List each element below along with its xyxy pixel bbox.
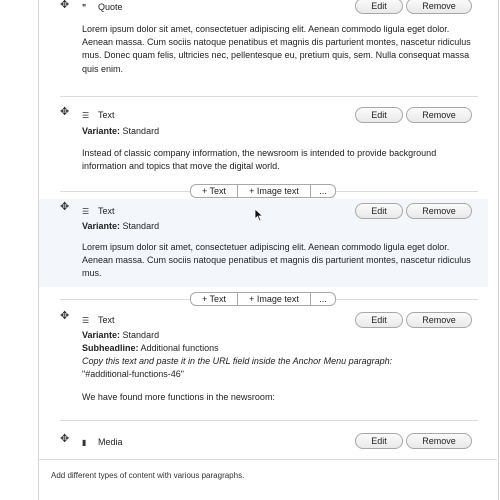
drag-handle-icon[interactable]: ✥ [60, 0, 70, 11]
paragraph-separator [60, 420, 478, 421]
text-icon: ☰ [82, 111, 90, 120]
text-icon: ☰ [82, 207, 90, 216]
variant-value: Standard [122, 221, 160, 231]
paragraph-body: Lorem ipsum dolor sit amet, consectetuer adipiscing elit. Aenean commodo ligula eget dolor. Aenean massa. Cum sociis natoque penatibus et magnis dis parturient montes, nascetur ridiculus mus. [82, 242, 471, 279]
paragraph-type-label: Quote [98, 2, 123, 12]
paragraph-body: Instead of classic company information, the newsroom is intended to provide background information and topics that move the digital world. [82, 148, 437, 172]
variant-value: Standard [122, 330, 160, 340]
paragraph-body: We have found more functions in the newsroom: [82, 392, 275, 402]
variant-line [82, 221, 159, 231]
mouse-cursor-icon [254, 208, 264, 222]
quote-icon: ❞ [82, 3, 87, 12]
drag-handle-icon[interactable]: ✥ [60, 433, 70, 445]
top-remove-clip [406, 0, 474, 14]
top-edit-clip [355, 0, 405, 14]
add-text-button[interactable]: + Text [191, 185, 238, 197]
paragraph-type-label: Text [98, 110, 115, 120]
variant-label: Variante: [82, 221, 121, 231]
variant-line [82, 126, 159, 136]
paragraph-type-label: Text [98, 206, 115, 216]
edit-button[interactable]: Edit [355, 107, 403, 123]
paragraph-type [82, 110, 115, 120]
add-more-button[interactable]: ... [319, 186, 327, 196]
paragraph-type [82, 437, 123, 447]
remove-button[interactable]: Remove [406, 203, 472, 219]
paragraph-separator [60, 96, 478, 97]
variant-label: Variante: [82, 126, 121, 136]
remove-button[interactable]: Remove [406, 312, 472, 328]
quote-remove-button[interactable]: Remove [406, 0, 472, 14]
paragraph-type [82, 206, 115, 216]
variant-value: Standard [122, 126, 160, 136]
drag-handle-icon[interactable]: ✥ [60, 106, 70, 118]
edit-button[interactable]: Edit [355, 312, 403, 328]
paragraph-type [82, 2, 123, 12]
paragraph-type-label: Text [98, 315, 115, 325]
remove-button[interactable]: Remove [406, 107, 472, 123]
quote-edit-button[interactable]: Edit [355, 0, 403, 14]
edit-button[interactable]: Edit [355, 203, 403, 219]
add-more-button[interactable]: ... [319, 294, 327, 304]
add-paragraph-bar [190, 292, 336, 306]
paragraph-body: Lorem ipsum dolor sit amet, consectetuer adipiscing elit. Aenean commodo ligula eget dolor. Aenean massa. Cum sociis natoque penatibus et magnis dis parturient montes, nascetur ridiculus mus. Donec quam felis, ultricies nec, pellentesque eu, pretium quis, sem. Nulla consequat massa quis enim. [82, 24, 471, 74]
paragraph-type-label: Media [98, 437, 123, 447]
add-text-button[interactable]: + Text [191, 293, 238, 305]
drag-handle-icon[interactable]: ✥ [60, 310, 70, 322]
variant-label: Variante: [82, 330, 121, 340]
media-icon: ▮ [82, 438, 87, 447]
variant-line [82, 330, 159, 340]
subheadline-line [82, 343, 219, 353]
paragraph-type [82, 315, 115, 325]
add-image-text-button[interactable]: + Image text [238, 185, 311, 197]
edit-button[interactable]: Edit [355, 433, 403, 449]
anchor-note: Copy this text and paste it in the URL field inside the Anchor Menu paragraph: [82, 356, 393, 366]
remove-button[interactable]: Remove [406, 433, 472, 449]
add-image-text-button[interactable]: + Image text [238, 293, 311, 305]
subheadline-label: Subheadline: [82, 343, 139, 353]
add-paragraph-bar [190, 184, 336, 198]
text-icon: ☰ [82, 316, 90, 325]
widget-description: Add different types of content with various paragraphs. [51, 471, 245, 480]
widget-bottom-border [39, 459, 497, 460]
subheadline-value: Additional functions [140, 343, 219, 353]
drag-handle-icon[interactable]: ✥ [60, 201, 70, 213]
anchor-value: "#additional-functions-46" [82, 369, 184, 379]
